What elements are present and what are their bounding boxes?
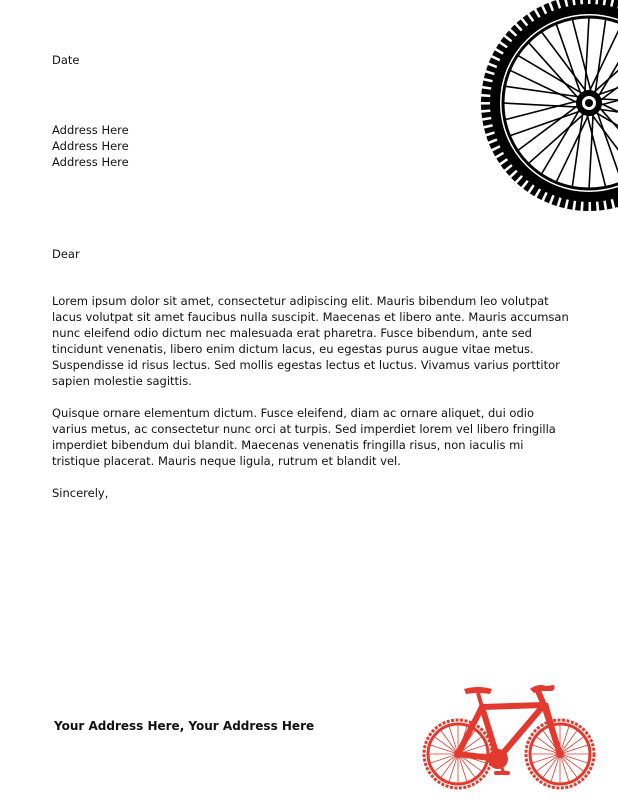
date-label: Date [52,53,80,67]
salutation: Dear [52,247,80,261]
address-line: Address Here [52,139,129,153]
bicycle-wheel-icon [479,0,618,215]
bicycle-icon [420,683,598,795]
closing: Sincerely, [52,486,109,500]
body-paragraph: Quisque ornare elementum dictum. Fusce eleifend, diam ac ornare aliquet, dui odio varius metus, ac consectetur nunc orci at turpis. Sed imperdiet lorem vel libero fringilla imperdiet bibendum dui blandit. Maecenas venenatis fringilla risus, non iaculis mi tristique placerat. Mauris neque ligula, rutrum et blandit vel. [52,406,556,468]
footer-address: Your Address Here, Your Address Here [54,719,315,733]
recipient-address [52,122,129,170]
body-paragraph: Lorem ipsum dolor sit amet, consectetur adipiscing elit. Mauris bibendum leo volutpat lacus volutpat sit amet faucibus nulla suscipit. Maecenas et libero ante. Mauris accumsan nunc eleifend odio dictum nec malesuada erat pharetra. Fusce bibendum, ante sed tincidunt venenatis, libero enim dictum lacus, eu egestas purus augue vitae metus. Suspendisse id risus lectus. Sed mollis egestas lectus et luctus. Vivamus varius porttitor sapien molestie sagittis. [52,294,569,388]
address-line: Address Here [52,155,129,169]
address-line: Address Here [52,123,129,137]
